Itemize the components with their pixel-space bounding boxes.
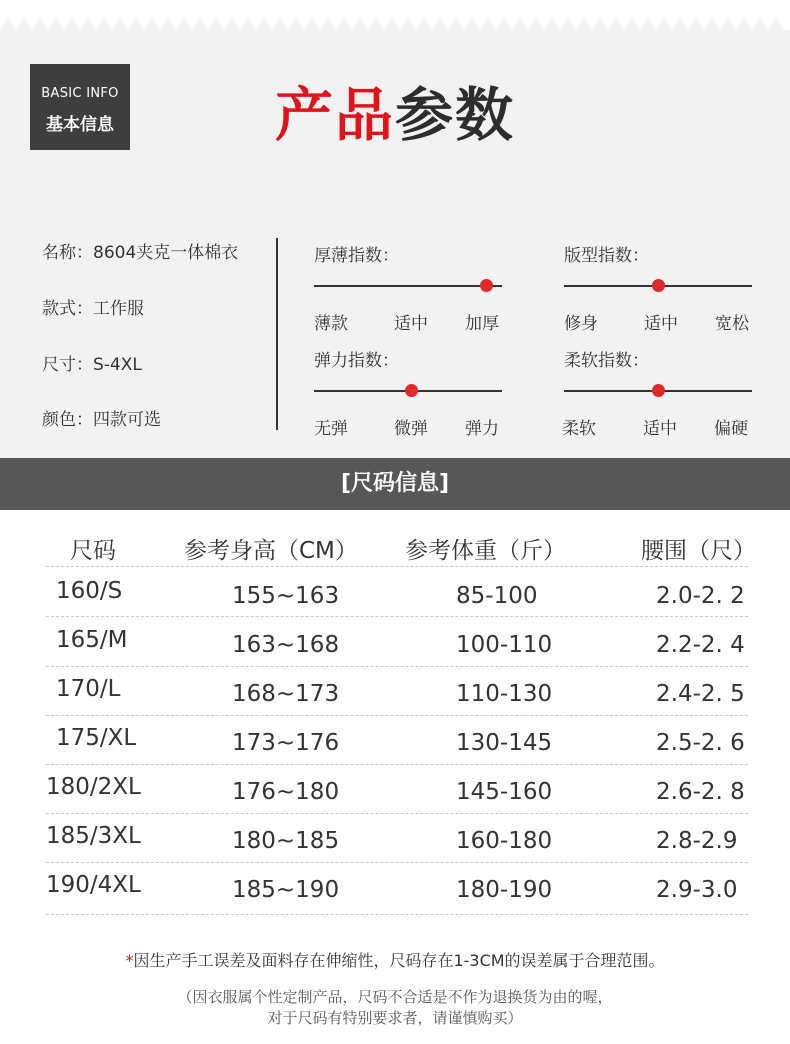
cell-weight: 130-145 (456, 730, 553, 756)
product-name: 名称：8604夹克一体棉衣 (42, 243, 239, 263)
row-separator (46, 914, 748, 915)
badge-chinese: 基本信息 (46, 115, 114, 135)
return-note-line1: （因衣服属个性定制产品，尺码不合适是不作为退换货为由的喔， (177, 988, 613, 1006)
cell-size: 165/M (56, 627, 128, 653)
fit-index-label: 版型指数： (564, 246, 649, 266)
cell-waist: 2.4-2. 5 (656, 681, 745, 707)
cell-height: 176~180 (232, 779, 340, 805)
size-section-header: [尺码信息] (0, 458, 790, 510)
cell-size: 170/L (56, 676, 121, 702)
row-separator (46, 813, 748, 814)
badge-english: BASIC INFO (41, 86, 119, 101)
basic-info-badge (30, 64, 130, 150)
softness-tick-mid: 适中 (643, 419, 677, 439)
softness-index-label: 柔软指数： (564, 351, 649, 371)
row-separator (46, 715, 748, 716)
fit-tick-high: 宽松 (715, 314, 749, 334)
cell-size: 185/3XL (46, 823, 141, 849)
cell-weight: 85-100 (456, 583, 538, 609)
product-color: 颜色：四款可选 (42, 410, 161, 430)
row-separator (46, 666, 748, 667)
product-size: 尺寸：S-4XL (42, 355, 142, 375)
cell-size: 175/XL (56, 725, 137, 751)
zigzag-edge (0, 0, 790, 30)
col-header-waist: 腰围（尺） (641, 538, 756, 564)
cell-waist: 2.6-2. 8 (656, 779, 745, 805)
cell-waist: 2.5-2. 6 (656, 730, 745, 756)
return-note-line2: 对于尺码有特别要求者，请谨慎购买） (267, 1009, 523, 1027)
fit-tick-low: 修身 (564, 314, 598, 334)
cell-waist: 2.0-2. 2 (656, 583, 745, 609)
title-red-part: 产品 (275, 81, 396, 149)
thickness-tick-low: 薄款 (314, 314, 348, 334)
elasticity-tick-high: 弹力 (465, 419, 499, 439)
cell-height: 185~190 (232, 877, 340, 903)
cell-height: 168~173 (232, 681, 340, 707)
cell-weight: 110-130 (456, 681, 553, 707)
cell-weight: 145-160 (456, 779, 553, 805)
thickness-index-label: 厚薄指数： (314, 246, 399, 266)
cell-height: 155~163 (232, 583, 340, 609)
cell-waist: 2.9-3.0 (656, 877, 738, 903)
cell-height: 180~185 (232, 828, 340, 854)
cell-weight: 100-110 (456, 632, 553, 658)
row-separator (46, 862, 748, 863)
cell-waist: 2.8-2.9 (656, 828, 738, 854)
cell-size: 180/2XL (46, 774, 141, 800)
cell-weight: 180-190 (456, 877, 553, 903)
cell-weight: 160-180 (456, 828, 553, 854)
row-separator (46, 616, 748, 617)
product-style: 款式：工作服 (42, 299, 144, 319)
col-header-weight: 参考体重（斤） (405, 538, 566, 564)
elasticity-tick-low: 无弹 (314, 419, 348, 439)
cell-size: 160/S (56, 578, 123, 604)
thickness-tick-high: 加厚 (465, 314, 499, 334)
elasticity-index-label: 弹力指数： (314, 351, 399, 371)
page-title (275, 80, 515, 150)
tolerance-note (0, 948, 790, 971)
cell-waist: 2.2-2. 4 (656, 632, 745, 658)
cell-height: 173~176 (232, 730, 340, 756)
thickness-track (314, 285, 502, 287)
cell-size: 190/4XL (46, 872, 141, 898)
tolerance-note-text: 因生产手工误差及面料存在伸缩性，尺码存在1-3CM的误差属于合理范围。 (133, 951, 665, 970)
info-divider (276, 238, 278, 430)
col-header-height: 参考身高（CM） (184, 538, 358, 564)
elasticity-tick-mid: 微弹 (394, 419, 428, 439)
fit-level-dot (652, 279, 665, 292)
row-separator (46, 566, 748, 567)
softness-tick-low: 柔软 (562, 419, 596, 439)
col-header-size: 尺码 (70, 538, 116, 564)
fit-tick-mid: 适中 (644, 314, 678, 334)
note-asterisk: * (125, 951, 134, 970)
softness-tick-high: 偏硬 (714, 419, 748, 439)
thickness-tick-mid: 适中 (394, 314, 428, 334)
softness-level-dot (652, 384, 665, 397)
row-separator (46, 764, 748, 765)
title-dark-part: 参数 (395, 81, 516, 149)
cell-height: 163~168 (232, 632, 340, 658)
